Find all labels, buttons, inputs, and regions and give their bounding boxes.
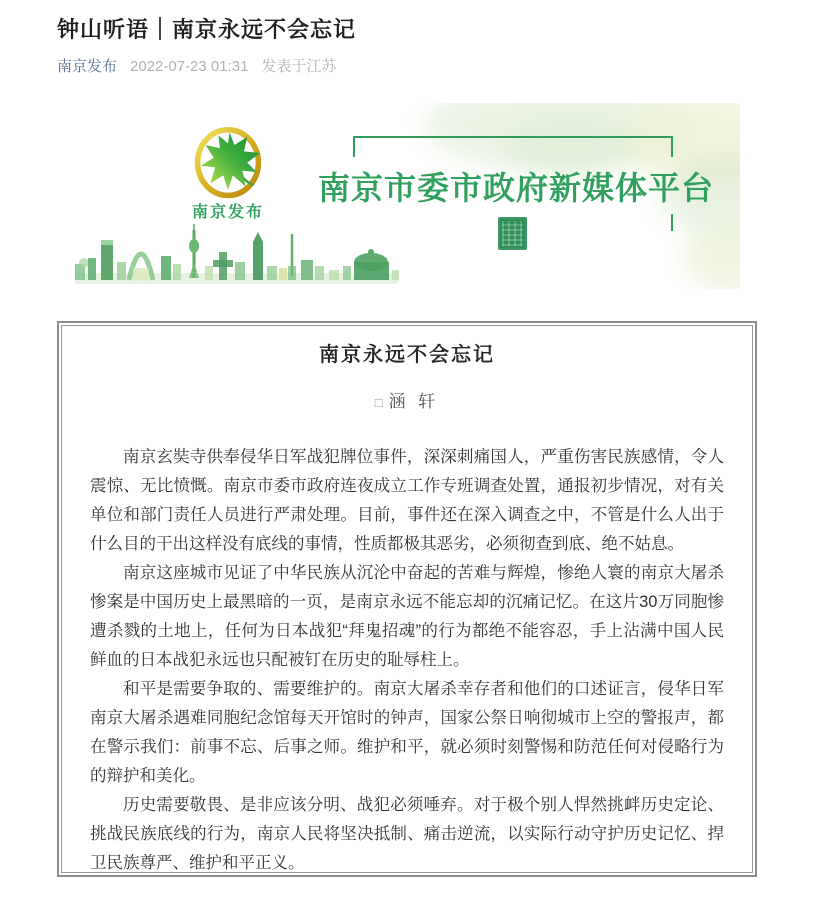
platform-title: 南京市委市政府新媒体平台 xyxy=(318,170,715,206)
article-frame xyxy=(57,321,757,877)
paragraph: 南京这座城市见证了中华民族从沉沦中奋起的苦难与辉煌，惨绝人寰的南京大屠杀惨案是中国历史上最黑暗的一页，是南京永远不能忘却的沉痛记忆。在这片30万同胞惨遭杀戮的土地上，任何为日本战犯“拜鬼招魂”的行为都绝不能容忍，手上沾满中国人民鲜血的日本战犯永远也只配被钉在历史的耻辱柱上。 xyxy=(90,564,724,669)
article-text xyxy=(90,443,724,878)
page-title: 钟山听语｜南京永远不会忘记 xyxy=(57,17,357,42)
paragraph: 历史需要敬畏、是非应该分明、战犯必须唾弃。对于极个别人悍然挑衅历史定论、挑战民族底线的行为，南京人民将坚决抵制、痛击逆流，以实际行动守护历史记忆、捍卫民族尊严、维护和平正义。 xyxy=(90,796,724,872)
article-frame-inner xyxy=(61,325,753,873)
city-skyline-illustration xyxy=(75,222,403,289)
article-author xyxy=(90,390,724,415)
title-bracket-decoration xyxy=(353,136,673,157)
publish-date: 2022-07-23 01:31 xyxy=(130,58,249,75)
paragraph: 南京玄奘寺供奉侵华日军战犯牌位事件，深深刺痛国人，严重伤害民族感情，令人震惊、无比愤慨。南京市委市政府连夜成立工作专班调查处置，通报初步情况，对有关单位和部门责任人员进行严肃处理。目前，事件还在深入调查之中，不管是什么人出于什么目的干出这样没有底线的事情，性质都极其恶劣，必须彻查到底、绝不姑息。 xyxy=(90,448,724,553)
publish-location: 发表于江苏 xyxy=(261,58,337,75)
author-name: 涵 轩 xyxy=(388,392,440,411)
account-name-link[interactable]: 南京发布 xyxy=(57,58,118,75)
banner-image[interactable] xyxy=(75,103,740,289)
title-bracket-dash xyxy=(671,214,673,231)
paragraph: 和平是需要争取的、需要维护的。南京大屠杀幸存者和他们的口述证言，侵华日军南京大屠杀遇难同胞纪念馆每天开馆时的钟声，国家公祭日响彻城市上空的警报声，都在警示我们：前事不忘、后事之师。维护和平，就必须时刻警惕和防范任何对侵略行为的辩护和美化。 xyxy=(90,680,724,785)
seal-stamp-icon xyxy=(498,217,527,250)
author-marker-icon: □ xyxy=(374,395,383,410)
maple-leaf-icon xyxy=(188,121,268,201)
article-body-title: 南京永远不会忘记 xyxy=(319,344,495,366)
nanjing-fabu-logo xyxy=(185,121,271,222)
article-meta xyxy=(57,55,336,76)
logo-label: 南京发布 xyxy=(191,204,264,221)
